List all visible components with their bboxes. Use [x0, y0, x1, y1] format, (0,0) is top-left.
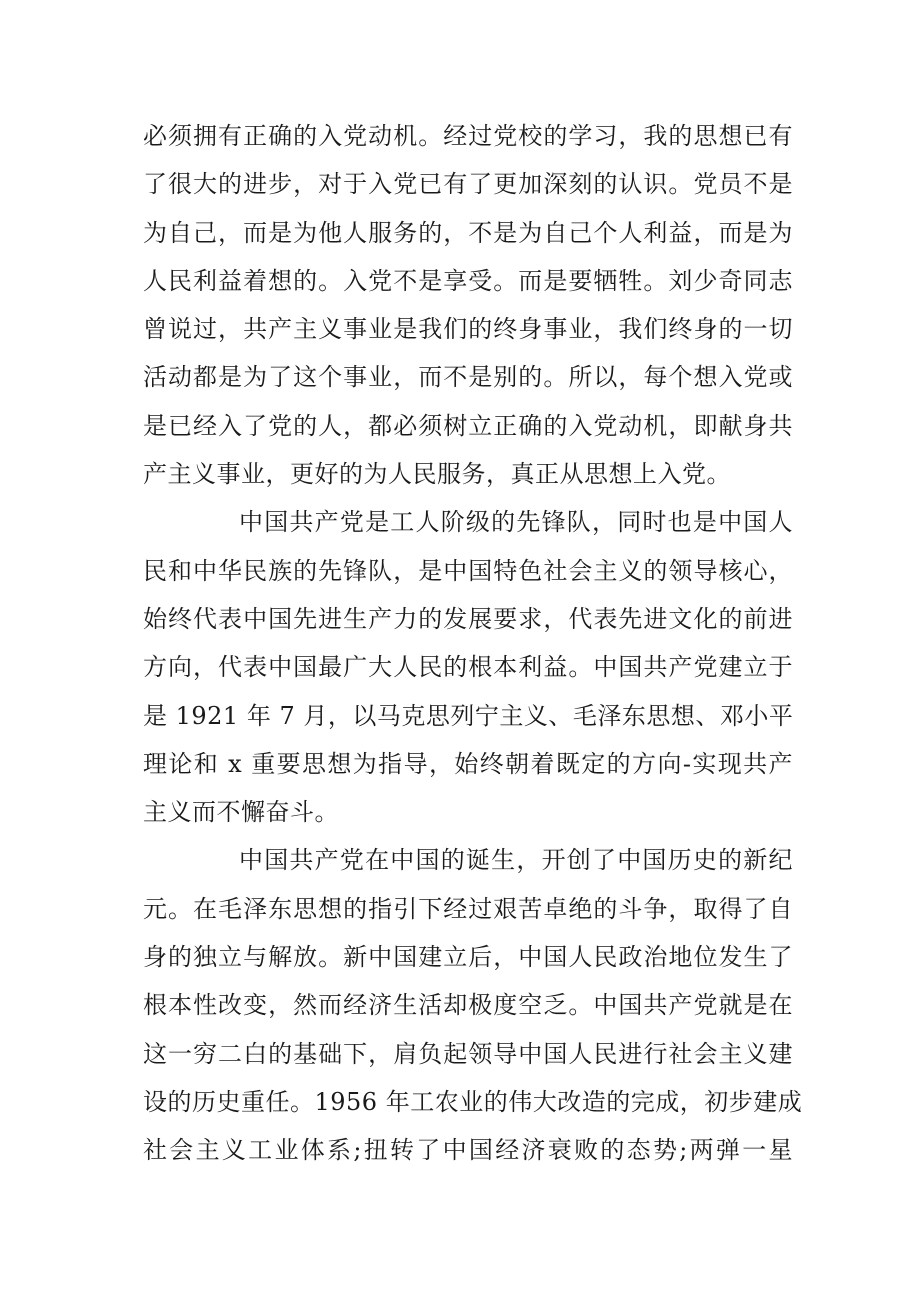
- paragraph-3: [143, 836, 803, 1174]
- text-line: 始终代表中国先进生产力的发展要求，代表先进文化的前进: [143, 604, 793, 633]
- text-line: 是已经入了党的人，都必须树立正确的入党动机，即献身共: [143, 411, 793, 440]
- text-line: 为自己，而是为他人服务的，不是为自己个人利益，而是为: [143, 218, 793, 247]
- text-line: 这一穷二白的基础下，肩负起领导中国人民进行社会主义建: [143, 1039, 793, 1068]
- text-line: 根本性改变，然而经济生活却极度空乏。中国共产党就是在: [143, 991, 793, 1020]
- text-line: 产主义事业，更好的为人民服务，真正从思想上入党。: [143, 460, 731, 489]
- text-line: 曾说过，共产主义事业是我们的终身事业，我们终身的一切: [143, 315, 793, 344]
- text-line: 中国共产党是工人阶级的先锋队，同时也是中国人: [239, 508, 793, 537]
- text-line: 社会主义工业体系;扭转了中国经济衰败的态势;两弹一星: [143, 1136, 793, 1165]
- text-line: 元。在毛泽东思想的指引下经过艰苦卓绝的斗争，取得了自: [143, 894, 793, 923]
- text-line: 身的独立与解放。新中国建立后，中国人民政治地位发生了: [143, 943, 793, 972]
- text-line: 活动都是为了这个事业，而不是别的。所以，每个想入党或: [143, 363, 793, 392]
- text-line: 中国共产党在中国的诞生，开创了中国历史的新纪: [239, 846, 793, 875]
- text-line: 了很大的进步，对于入党已有了更加深刻的认识。党员不是: [143, 170, 793, 199]
- text-line: 主义而不懈奋斗。: [143, 798, 339, 827]
- document-body: [143, 112, 803, 1175]
- text-line: 是 1921 年 7 月，以马克思列宁主义、毛泽东思想、邓小平: [143, 701, 794, 730]
- text-line: 必须拥有正确的入党动机。经过党校的学习，我的思想已有: [143, 122, 793, 150]
- text-line: 设的历史重任。1956 年工农业的伟大改造的完成，初步建成: [143, 1087, 803, 1116]
- paragraph-1: [143, 112, 793, 498]
- text-line: 理论和 x 重要思想为指导，始终朝着既定的方向-实现共产: [143, 749, 793, 778]
- paragraph-2: [143, 498, 793, 836]
- text-line: 民和中华民族的先锋队，是中国特色社会主义的领导核心，: [143, 556, 793, 585]
- text-line: 方向，代表中国最广大人民的根本利益。中国共产党建立于: [143, 653, 793, 682]
- text-line: 人民利益着想的。入党不是享受。而是要牺牲。刘少奇同志: [143, 266, 793, 295]
